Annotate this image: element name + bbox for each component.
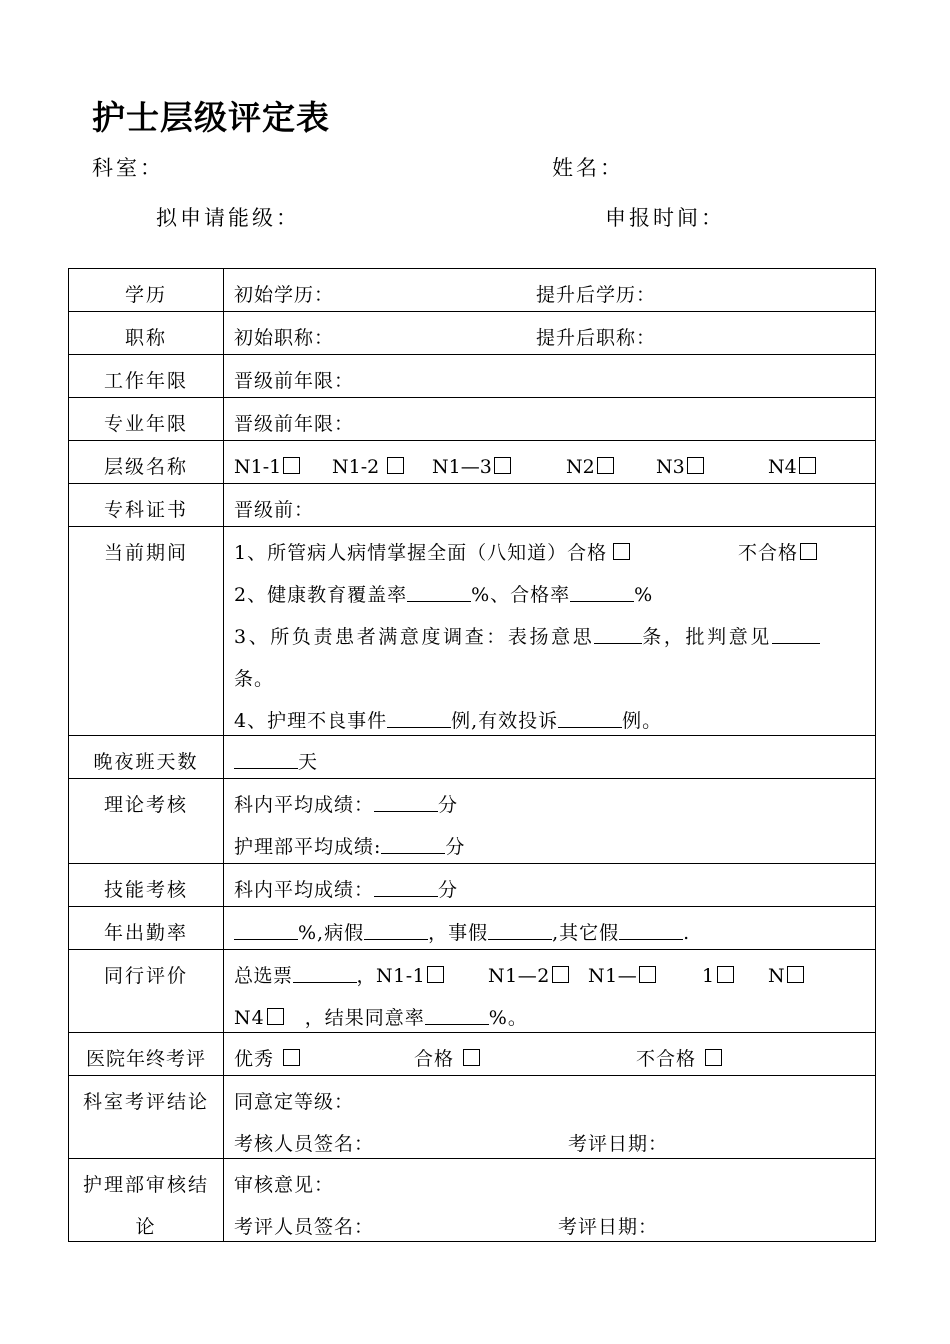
period-item-2-mid: %、合格率 bbox=[471, 584, 571, 606]
praise-blank[interactable] bbox=[594, 626, 642, 644]
row-attendance bbox=[69, 907, 876, 950]
peer-n1-3-checkbox[interactable] bbox=[639, 966, 656, 983]
fail-label: 不合格 bbox=[636, 1048, 697, 1070]
specialty-years-before-label: 晋级前年限： bbox=[234, 413, 355, 435]
criticism-blank[interactable] bbox=[772, 626, 820, 644]
name-label: 姓名： bbox=[552, 156, 624, 180]
row-title bbox=[69, 312, 876, 355]
period-pass-checkbox[interactable] bbox=[613, 543, 630, 560]
night-unit: 天 bbox=[298, 751, 319, 773]
peer-n3-checkbox[interactable] bbox=[787, 966, 804, 983]
row-label: 学历 bbox=[124, 284, 167, 306]
other-leave-blank[interactable] bbox=[619, 922, 683, 940]
night-days-blank[interactable] bbox=[234, 751, 298, 769]
period-item-2-end: % bbox=[634, 584, 654, 606]
peer-option-label: N1— bbox=[588, 965, 638, 987]
period-item-2: 2、健康教育覆盖率 bbox=[234, 584, 408, 606]
peer-n4-checkbox[interactable] bbox=[267, 1008, 284, 1025]
sick-leave-blank[interactable] bbox=[364, 922, 428, 940]
row-label-cont: 论 bbox=[135, 1216, 157, 1238]
agree-rate-blank[interactable] bbox=[425, 1007, 489, 1025]
personal-leave-label: ，事假 bbox=[428, 922, 489, 944]
coverage-blank[interactable] bbox=[407, 584, 471, 602]
initial-education-label: 初始学历： bbox=[234, 284, 335, 306]
peer-option-label: 1 bbox=[702, 965, 715, 987]
row-cert bbox=[69, 484, 876, 527]
row-skill bbox=[69, 864, 876, 907]
theory-dept-unit: 分 bbox=[438, 794, 459, 816]
row-label: 职称 bbox=[124, 327, 167, 349]
excellent-checkbox[interactable] bbox=[283, 1049, 300, 1066]
row-theory bbox=[69, 779, 876, 864]
votes-label: 总选票 bbox=[234, 965, 293, 987]
level-option-label: N1-1 bbox=[234, 456, 282, 478]
row-hospital-review bbox=[69, 1033, 876, 1076]
agree-rate-end: %。 bbox=[488, 1007, 528, 1029]
review-opinion-label: 审核意见： bbox=[234, 1174, 335, 1196]
row-label: 科室考评结论 bbox=[82, 1091, 209, 1113]
level-option-label: N3 bbox=[656, 456, 685, 478]
complaint-blank[interactable] bbox=[558, 710, 622, 728]
skill-dept-avg-label: 科内平均成绩： bbox=[234, 879, 375, 901]
attendance-rate-blank[interactable] bbox=[234, 922, 298, 940]
personal-leave-blank[interactable] bbox=[488, 922, 552, 940]
row-label: 层级名称 bbox=[103, 456, 188, 478]
pass-label: 合格 bbox=[414, 1048, 455, 1070]
period-item-3: 3、所负责患者满意度调查：表扬意思 bbox=[234, 626, 595, 648]
period-fail-label: 不合格 bbox=[738, 542, 799, 564]
row-education bbox=[69, 269, 876, 312]
period-item-4-end: 例。 bbox=[622, 710, 663, 732]
agree-rate-label: ，结果同意率 bbox=[304, 1007, 425, 1029]
row-label: 技能考核 bbox=[103, 879, 188, 901]
period-item-1: 1、所管病人病情掌握全面（八知道）合格 bbox=[234, 542, 608, 564]
form-title: 护士层级评定表 bbox=[92, 98, 330, 137]
row-specialty-years bbox=[69, 398, 876, 441]
level-option-label: N4 bbox=[768, 456, 797, 478]
peer-n1-1-checkbox[interactable] bbox=[427, 966, 444, 983]
initial-title-label: 初始职称： bbox=[234, 327, 335, 349]
row-dept-conclusion bbox=[69, 1076, 876, 1159]
row-label: 晚夜班天数 bbox=[93, 751, 199, 773]
excellent-label: 优秀 bbox=[234, 1048, 275, 1070]
period-item-4: 4、护理不良事件 bbox=[234, 710, 388, 732]
row-work-years bbox=[69, 355, 876, 398]
fail-checkbox[interactable] bbox=[705, 1049, 722, 1066]
attendance-end: . bbox=[683, 922, 691, 944]
nursing-date-label: 考评日期： bbox=[558, 1216, 659, 1238]
level-n1-2-checkbox[interactable] bbox=[387, 457, 404, 474]
cert-before-label: 晋级前： bbox=[234, 499, 315, 521]
row-label: 医院年终考评 bbox=[85, 1048, 206, 1070]
level-n3-checkbox[interactable] bbox=[687, 457, 704, 474]
skill-score-blank[interactable] bbox=[374, 879, 438, 897]
row-period bbox=[69, 527, 876, 736]
theory-nursing-avg-label: 护理部平均成绩: bbox=[234, 836, 382, 858]
level-n1-1-checkbox[interactable] bbox=[283, 457, 300, 474]
agree-level-label: 同意定等级： bbox=[234, 1091, 355, 1113]
row-label: 专业年限 bbox=[103, 413, 188, 435]
adverse-event-blank[interactable] bbox=[387, 710, 451, 728]
level-n1-3-checkbox[interactable] bbox=[494, 457, 511, 474]
level-option-label: N1—3 bbox=[432, 456, 492, 478]
pass-checkbox[interactable] bbox=[463, 1049, 480, 1066]
row-nursing-conclusion bbox=[69, 1159, 876, 1242]
level-n2-checkbox[interactable] bbox=[597, 457, 614, 474]
theory-nursing-unit: 分 bbox=[445, 836, 466, 858]
level-option-label: N1-2 bbox=[332, 456, 380, 478]
period-item-3-end: 条。 bbox=[234, 668, 275, 690]
other-leave-label: ,其它假 bbox=[552, 922, 620, 944]
row-label: 当前期间 bbox=[103, 542, 188, 564]
row-label: 工作年限 bbox=[103, 370, 188, 392]
dept-date-label: 考评日期： bbox=[568, 1133, 669, 1155]
level-n4-checkbox[interactable] bbox=[799, 457, 816, 474]
peer-option-label: N bbox=[768, 965, 786, 987]
period-item-3-mid: 条，批判意见 bbox=[642, 626, 772, 648]
dept-label: 科室： bbox=[92, 156, 164, 180]
row-label: 专科证书 bbox=[103, 499, 188, 521]
after-education-label: 提升后学历： bbox=[536, 284, 657, 306]
apply-level-label: 拟申请能级： bbox=[156, 206, 300, 230]
period-fail-checkbox[interactable] bbox=[800, 543, 817, 560]
theory-dept-avg-label: 科内平均成绩： bbox=[234, 794, 375, 816]
evaluation-table bbox=[68, 268, 876, 1242]
peer-n2-checkbox[interactable] bbox=[717, 966, 734, 983]
apply-time-label: 申报时间： bbox=[605, 206, 725, 230]
peer-option-label: N1—2 bbox=[488, 965, 550, 987]
pass-rate-blank[interactable] bbox=[570, 584, 634, 602]
row-label: 理论考核 bbox=[103, 794, 188, 816]
row-label: 护理部审核结 bbox=[82, 1174, 209, 1196]
row-label: 年出勤率 bbox=[103, 922, 188, 944]
theory-nursing-score-blank[interactable] bbox=[381, 836, 445, 854]
row-peer bbox=[69, 950, 876, 1033]
theory-dept-score-blank[interactable] bbox=[374, 794, 438, 812]
work-years-before-label: 晋级前年限： bbox=[234, 370, 355, 392]
level-option-label: N2 bbox=[566, 456, 595, 478]
nursing-signer-label: 考评人员签名： bbox=[234, 1216, 375, 1238]
row-level-name bbox=[69, 441, 876, 484]
peer-option-label: ，N1-1 bbox=[356, 965, 426, 987]
dept-signer-label: 考核人员签名： bbox=[234, 1133, 375, 1155]
row-night-shift bbox=[69, 736, 876, 779]
after-title-label: 提升后职称： bbox=[536, 327, 657, 349]
sick-leave-label: %,病假 bbox=[298, 922, 365, 944]
peer-n1-2-checkbox[interactable] bbox=[552, 966, 569, 983]
row-label: 同行评价 bbox=[103, 965, 188, 987]
skill-unit: 分 bbox=[438, 879, 459, 901]
peer-option-label: N4 bbox=[234, 1007, 265, 1029]
votes-blank[interactable] bbox=[293, 965, 357, 983]
period-item-4-mid: 例,有效投诉 bbox=[451, 710, 559, 732]
